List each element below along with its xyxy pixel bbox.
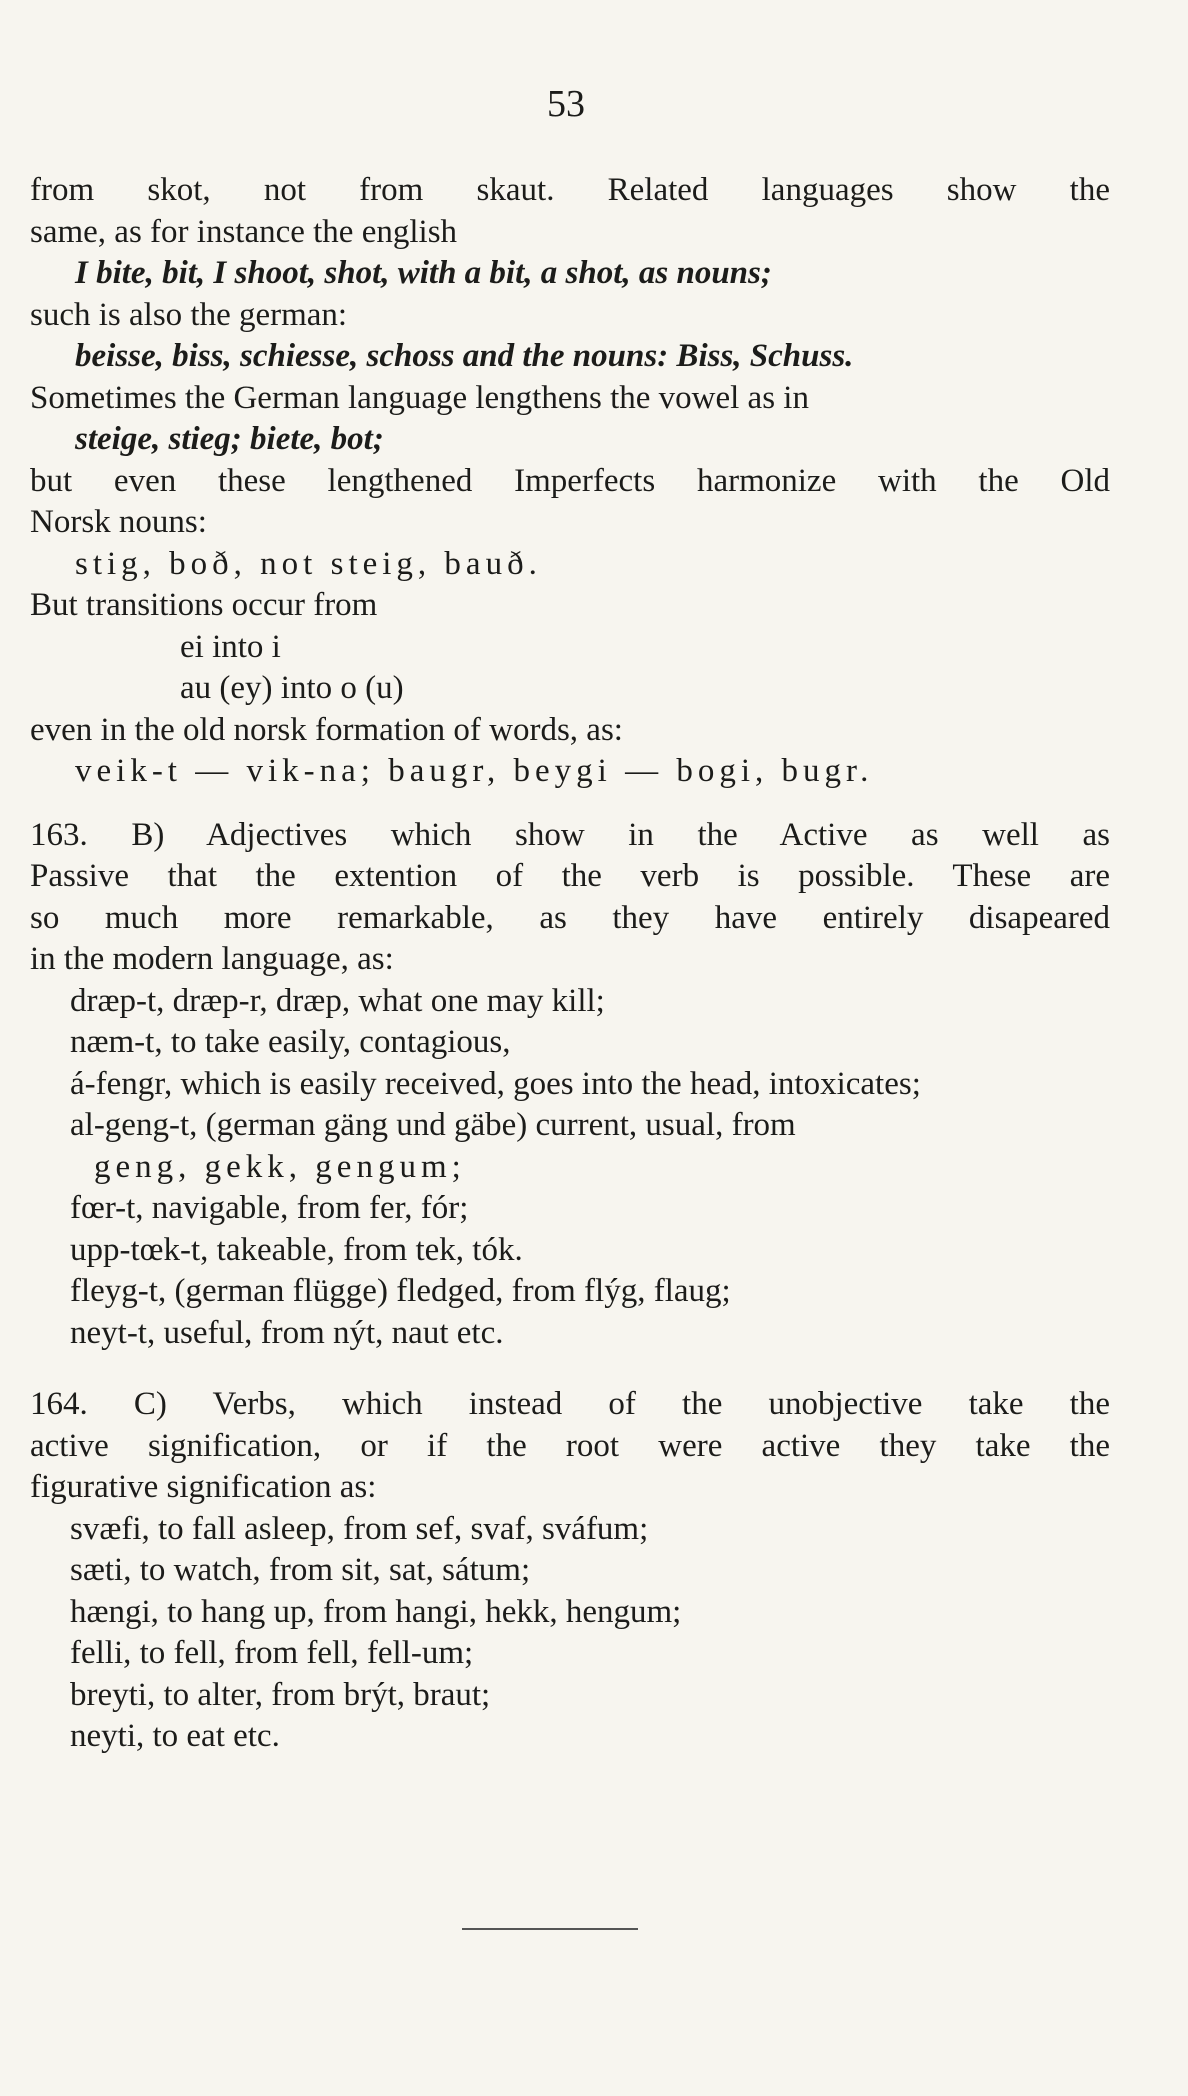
- text-line: [30, 419, 1110, 461]
- example-line: upp-tœk-t, takeable, from tek, tók.: [70, 1231, 523, 1268]
- example-line: hængi, to hang up, from hangi, hekk, hengum;: [70, 1593, 682, 1630]
- example-line: al-geng-t, (german gäng und gäbe) current, usual, from: [70, 1107, 796, 1143]
- text-line: Passive that the extention of the verb is possible. These are: [30, 858, 1110, 894]
- text-line: Norsk nouns:: [30, 504, 207, 540]
- page-number: 53: [547, 83, 585, 125]
- example-line: svæfi, to fall asleep, from sef, svaf, sváfum;: [70, 1510, 649, 1547]
- section-gap: [30, 793, 1110, 815]
- end-rule: [462, 1928, 638, 1930]
- text-line: in the modern language, as:: [30, 941, 394, 977]
- example-line: geng, gekk, gengum;: [94, 1148, 466, 1185]
- body-text: [30, 170, 1110, 1758]
- example-line: neyt-t, useful, from nýt, naut etc.: [70, 1314, 504, 1351]
- section-164-heading: 164. C) Verbs, which instead of the unobjective take the: [30, 1386, 1110, 1422]
- example-line: felli, to fell, from fell, fell-um;: [70, 1635, 474, 1671]
- text-line: from skot, not from skaut. Related languages show the: [30, 172, 1110, 208]
- text-line: Sometimes the German language lengthens the vowel as in: [30, 379, 809, 416]
- example-line: sæti, to watch, from sit, sat, sátum;: [70, 1552, 531, 1588]
- example-line: fleyg-t, (german flügge) fledged, from flýg, flaug;: [70, 1273, 731, 1309]
- example-line: ei into i: [180, 628, 281, 665]
- text-line: active signification, or if the root were active they take the: [30, 1427, 1110, 1464]
- text-line: but even these lengthened Imperfects harmonize with the Old: [30, 462, 1110, 499]
- text-line: even in the old norsk formation of words, as:: [30, 711, 623, 748]
- example-line: á-fengr, which is easily received, goes into the head, intoxicates;: [70, 1065, 921, 1102]
- text-line: figurative signification as:: [30, 1469, 377, 1505]
- example-line: veik-t — vik-na; baugr, beygi — bogi, bugr.: [75, 753, 874, 789]
- text-line: [30, 336, 1110, 378]
- section-gap: [30, 1354, 1110, 1384]
- example-line: stig, boð, not steig, bauð.: [75, 545, 542, 582]
- example-line: dræp-t, dræp-r, dræp, what one may kill;: [70, 982, 605, 1019]
- section-163-heading: 163. B) Adjectives which show in the Active as well as: [30, 816, 1110, 853]
- example-line: steige, stieg; biete, bot;: [75, 421, 384, 457]
- text-line: same, as for instance the english: [30, 213, 458, 250]
- example-line: beisse, biss, schiesse, schoss and the nouns: Biss, Schuss.: [75, 338, 854, 374]
- example-line: fœr-t, navigable, from fer, fór;: [70, 1190, 469, 1226]
- text-line: But transitions occur from: [30, 587, 378, 623]
- example-line: næm-t, to take easily, contagious,: [70, 1024, 511, 1060]
- text-line: such is also the german:: [30, 296, 348, 333]
- example-line: I bite, bit, I shoot, shot, with a bit, a shot, as nouns;: [75, 255, 772, 291]
- text-line: so much more remarkable, as they have entirely disapeared: [30, 899, 1110, 936]
- text-line: [30, 253, 1110, 295]
- example-line: neyti, to eat etc.: [70, 1718, 280, 1754]
- example-line: breyti, to alter, from brýt, braut;: [70, 1676, 491, 1713]
- example-line: au (ey) into o (u): [180, 670, 404, 706]
